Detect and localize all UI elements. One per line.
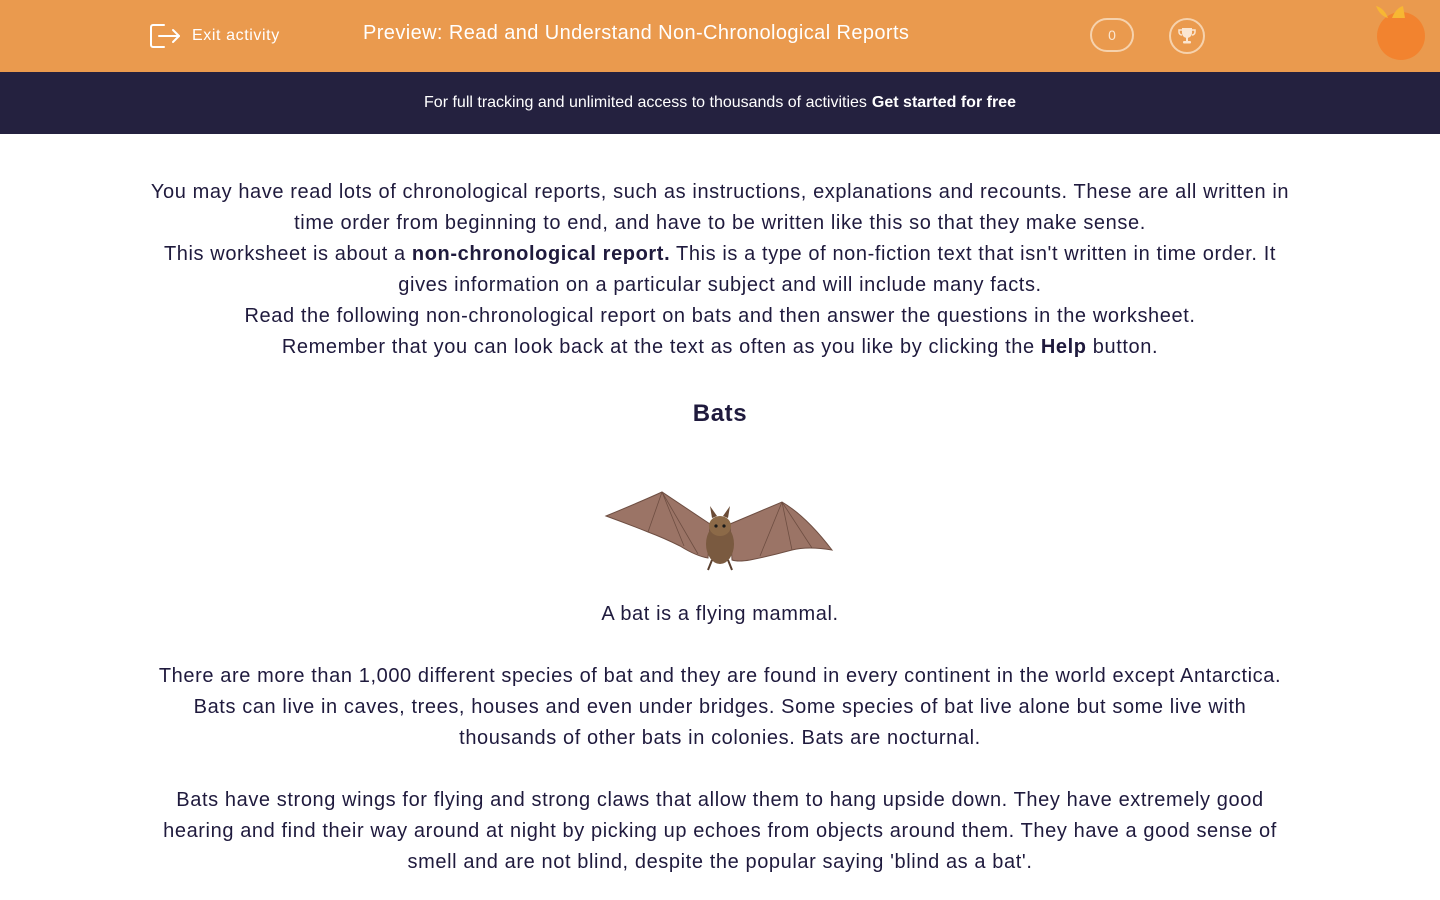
article-heading: Bats bbox=[692, 400, 748, 427]
promo-banner bbox=[0, 72, 1440, 134]
brand-logo bbox=[1370, 4, 1440, 64]
trophy-icon bbox=[1177, 26, 1197, 46]
help-word: Help bbox=[1040, 336, 1087, 358]
intro-p2-bold: non-chronological report. bbox=[411, 243, 671, 265]
activity-content bbox=[150, 177, 1290, 878]
intro-paragraph-4 bbox=[150, 332, 1290, 363]
exit-icon bbox=[148, 21, 182, 51]
article-paragraph-1: There are more than 1,000 different species of bat and they are found in every continent in the world except Antarctica. Bats can live in caves, trees, houses and even under bridges. Some species of bat live alone but some live with thousands of other bats in colonies. Bats are nocturnal. bbox=[158, 665, 1282, 749]
exit-activity-label: Exit activity bbox=[192, 27, 280, 44]
article-paragraph-2: Bats have strong wings for flying and strong claws that allow them to hang upside down. They have extremely good hearing and find their way around at night by picking up echoes from objects around them. They have a good sense of smell and are not blind, despite the popular saying 'blind as a bat'. bbox=[163, 789, 1277, 873]
trophy-button[interactable] bbox=[1169, 18, 1205, 54]
intro-paragraph-3: Read the following non-chronological report on bats and then answer the questions in the worksheet. bbox=[244, 305, 1196, 327]
intro-paragraph-2 bbox=[150, 239, 1290, 301]
top-bar bbox=[0, 0, 1440, 72]
page-title: Preview: Read and Understand Non-Chronological Reports bbox=[363, 22, 910, 44]
intro-p2-rest: This is a type of non-fiction text that isn't written in time order. It gives information on a particular subject and will include many facts. bbox=[398, 243, 1277, 296]
intro-p2-text: This worksheet is about a bbox=[163, 243, 412, 265]
exit-activity-button[interactable] bbox=[148, 20, 280, 52]
get-started-link[interactable]: Get started for free bbox=[871, 94, 1016, 111]
score-badge: 0 bbox=[1090, 18, 1134, 52]
image-caption: A bat is a flying mammal. bbox=[601, 603, 839, 625]
intro-paragraph-1: You may have read lots of chronological reports, such as instructions, explanations and recounts. These are all written in time order from beginning to end, and have to be written like this so that they make sense. bbox=[150, 181, 1290, 234]
bat-icon bbox=[600, 476, 840, 576]
orange-logo-icon bbox=[1370, 4, 1440, 64]
bat-image bbox=[150, 471, 1290, 581]
promo-text: For full tracking and unlimited access to thousands of activities bbox=[424, 94, 867, 111]
intro-p4-rest: button. bbox=[1086, 336, 1159, 358]
intro-p4-text: Remember that you can look back at the text as often as you like by clicking the bbox=[281, 336, 1041, 358]
